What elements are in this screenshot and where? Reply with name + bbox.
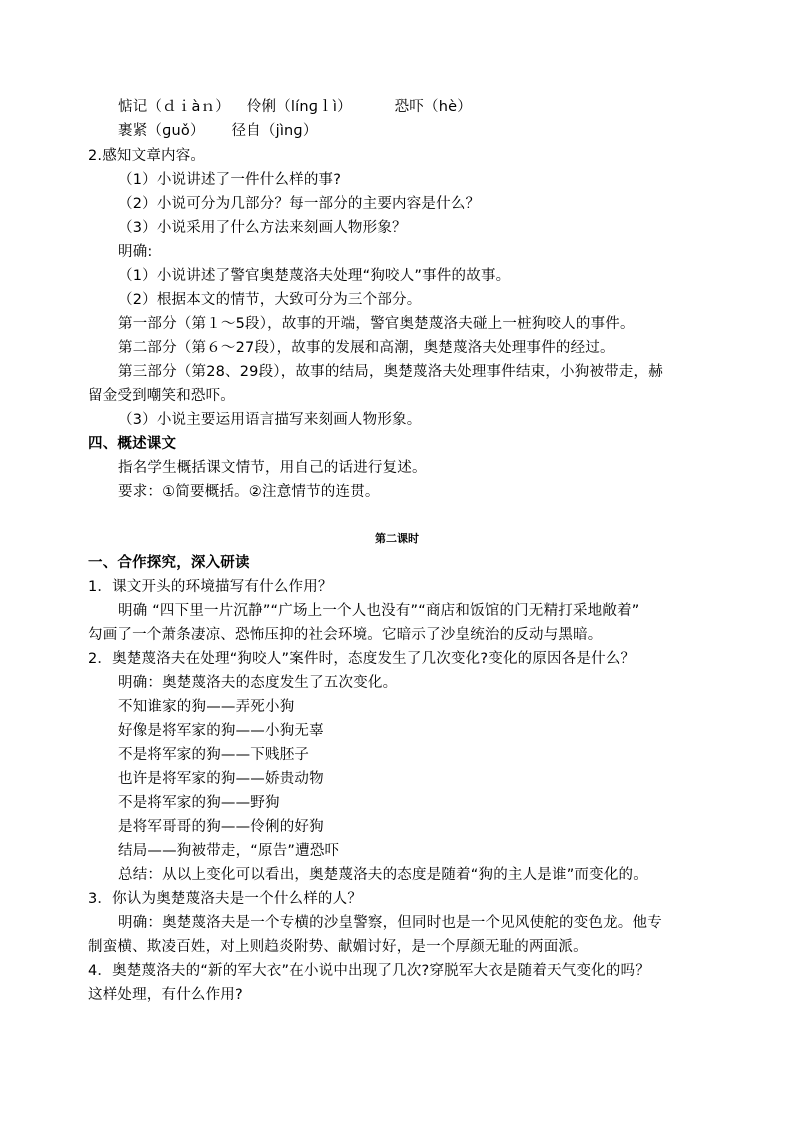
change-item: 不是将军家的狗——下贱胚子 [118,747,310,763]
answer-text: 第一部分（第１～5段），故事的开端，警官奥楚蔑洛夫碰上一桩狗咬人的事件。 [118,316,635,332]
answer-text: 明确：奥楚蔑洛夫的态度发生了五次变化。 [118,675,398,691]
answer-text: 明确 “四下里一片沉静”“广场上一个人也没有”“商店和饭馆的门无精打采地敞着” [118,603,640,619]
summary-text: 总结：从以上变化可以看出，奥楚蔑洛夫的态度是随着“狗的主人是谁”而变化的。 [118,867,648,883]
vocab-item: 恐吓（hè） [394,99,472,115]
question: （1）小说讲述了一件什么样的事? [118,172,342,188]
answer-text: （2）根据本文的情节，大致可分为三个部分。 [118,292,422,308]
answer-text: 留金受到嘲笑和恐吓。 [88,388,235,404]
answer-text: （1）小说讲述了警官奥楚蔑洛夫处理“狗咬人”事件的故事。 [118,268,511,284]
vocab-line-1 [118,98,472,116]
question: 1．课文开头的环境描写有什么作用？ [88,579,333,595]
change-item: 不知谁家的狗——弄死小狗 [118,699,295,715]
answer-text: 第三部分（第28、29段），故事的结局，奥楚蔑洛夫处理事件结束，小狗被带走，赫 [118,364,663,380]
question: 2．奥楚蔑洛夫在处理“狗咬人”案件时，态度发生了几次变化?变化的原因各是什么？ [88,651,636,667]
answer-label: 明确: [118,244,153,260]
answer-text: （3）小说主要运用语言描写来刻画人物形象。 [118,412,422,428]
vocab-item: 径自（jìnɡ） [231,123,318,139]
change-item: 结局——狗被带走，“原告”遭恐吓 [118,843,340,859]
vocab-item: 伶俐（línɡｌì） [246,99,352,115]
section-heading: 一、合作探究，深入研读 [88,555,250,571]
body-text: 要求：①简要概括。②注意情节的连贯。 [118,484,380,500]
question: 3．你认为奥楚蔑洛夫是一个什么样的人？ [88,891,363,907]
section-heading: 四、概述课文 [88,436,177,452]
answer-text: 第二部分（第６～27段），故事的发展和高潮，奥楚蔑洛夫处理事件的经过。 [118,340,615,356]
question: （2）小说可分为几部分？每一部分的主要内容是什么？ [118,196,481,212]
question: （3）小说采用了什么方法来刻画人物形象？ [118,220,407,236]
question: 4．奥楚蔑洛夫的“新的军大衣”在小说中出现了几次?穿脱军大衣是随着天气变化的吗？ [88,963,650,979]
question: 这样处理，有什么作用? [88,987,243,1003]
change-item: 是将军哥哥的狗——伶俐的好狗 [118,819,324,835]
change-item: 好像是将军家的狗——小狗无辜 [118,723,324,739]
answer-text: 明确：奥楚蔑洛夫是一个专横的沙皇警察，但同时也是一个见风使舵的变色龙。他专 [118,915,662,931]
change-item: 也许是将军家的狗——娇贵动物 [118,771,324,787]
answer-text: 制蛮横、欺凌百姓，对上则趋炎附势、献媚讨好，是一个厚颜无耻的两面派。 [88,939,588,955]
vocab-line-2 [118,122,318,140]
vocab-item: 惦记（ｄｉàｎ） [118,99,230,115]
change-item: 不是将军家的狗——野狗 [118,795,280,811]
section-heading: 2.感知文章内容。 [88,148,206,164]
body-text: 指名学生概括课文情节，用自己的话进行复述。 [118,460,427,476]
lesson-title: 第二课时 [375,532,419,545]
vocab-item: 裹紧（ɡuǒ） [118,123,205,139]
answer-text: 勾画了一个萧条凄凉、恐怖压抑的社会环境。它暗示了沙皇统治的反动与黑暗。 [88,627,603,643]
